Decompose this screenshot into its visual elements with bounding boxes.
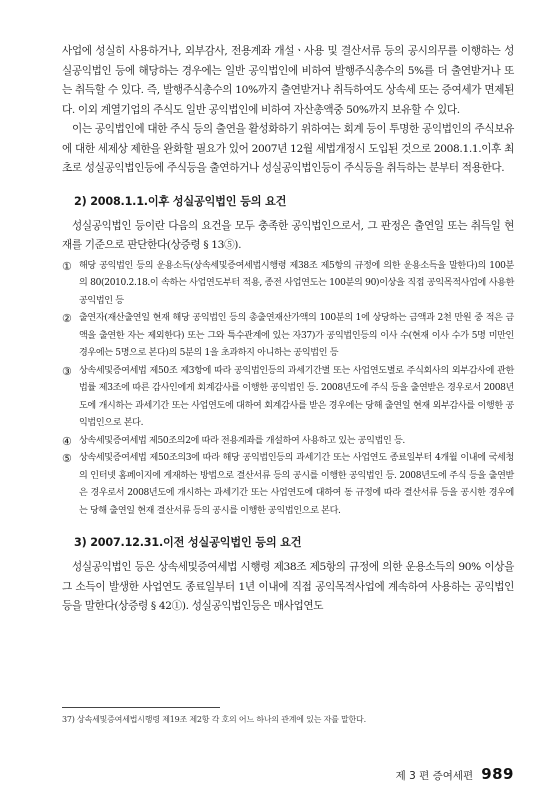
- list-item-text: 상속세및증여세법 제50조 제3항에 따라 공익법인등의 과세기간별 또는 사업연도별로 주식회사의 외부감사에 관한 법률 제3조에 따른 감사인에게 회계감사를 이행한 공익법인 등. 2008년도에 주식 등을 출연받은 경우로서 2008년도에 개시하는 과세기간 또는 사업연도에 대하여 회계감사를 받은 경우에는 당해 출연일 현재 외부감사를 이행한 공익법인으로 본다.: [79, 365, 514, 428]
- list-item-text: 상속세및증여세법 제50조의2에 따라 전용계좌를 개설하여 사용하고 있는 공익법인 등.: [79, 435, 405, 446]
- list-item-text: 출연자(재산출연일 현재 해당 공익법인 등의 총출연재산가액의 100분의 1에 상당하는 금액과 2천 만원 중 적은 금액을 출연한 자는 제외한다) 또는 그와 특수관계에 있는 자37)가 공익법인등의 이사 수(현재 이사 수가 5명 미만인 경우에는 5명으로 본다)의 5분의 1을 초과하지 아니하는 공익법인 등: [79, 313, 514, 358]
- list-item-text: 해당 공익법인 등의 운용소득(상속세및증여세법시행령 제38조 제5항의 규정에 의한 운용소득을 말한다)의 100분의 80(2010.2.18.이 속하는 사업연도부터 적용, 종전 사업연도는 100분의 90)이상을 직접 공익목적사업에 사용한 공익법인 등: [79, 260, 514, 306]
- requirements-list: [62, 258, 514, 521]
- footnote-divider: [62, 707, 220, 708]
- page-footer: [396, 765, 514, 783]
- list-marker: ③: [62, 364, 72, 378]
- intro-paragraph-1: 사업에 성실히 사용하거나, 외부감사, 전용계좌 개설ㆍ사용 및 결산서류 등의 공시의무를 이행하는 성실공익법인 등에 해당하는 경우에는 일반 공익법인에 비하여 발행주식총수의 5%를 더 출연받거나 또는 취득할 수 있다. 즉, 발행주식총수의 10%까지 출연받거나 취득하여도 상속세 또는 증여세가 면제된다. 이외 계열기업의 주식도 일반 공익법인에 비하여 자산총액중 50%까지 보유할 수 있다.: [62, 45, 514, 116]
- page-number: 989: [481, 765, 514, 783]
- section-2007-body: 성실공익법인 등은 상속세및증여세법 시행령 제38조 제5항의 규정에 의한 운용소득의 90% 이상을 그 소득이 발생한 사업연도 종료일부터 1년 이내에 직접 공익목적사업에 계속하여 사용하는 공익법인 등을 말한다(상증령 § 42①). 성실공익법인등은 매사업연도: [62, 561, 514, 612]
- list-item: [62, 310, 514, 363]
- intro-paragraph-2: 이는 공익법인에 대한 주식 등의 출연을 활성화하기 위하여는 회계 등이 투명한 공익법인의 주식보유에 대한 세제상 제한을 완화할 필요가 있어 2007년 12월 세법개정시 도입된 것으로 2008.1.1.이후 최초로 성실공익법인등에 주식등을 출연하거나 성실공익법인등이 주식등을 취득하는 분부터 적용한다.: [62, 123, 514, 174]
- list-item: [62, 258, 514, 311]
- list-item: [62, 433, 514, 451]
- footnote: 37) 상속세및증여세법시행령 제19조 제2항 각 호의 어느 하나의 관계에 있는 자를 말한다.: [62, 715, 366, 724]
- list-marker: ①: [62, 259, 72, 273]
- section-heading-2008: 2) 2008.1.1.이후 성실공익법인 등의 요건: [74, 194, 287, 208]
- list-item-text: 상속세및증여세법 제50조의3에 따라 해당 공익법인등의 과세기간 또는 사업연도 종료일부터 4개월 이내에 국세청의 인터넷 홈페이지에 게재하는 방법으로 결산서류 등의 공시를 이행한 공익법인 등. 2008년도에 주식 등을 출연받은 경우로서 2008년도에 개시하는 과세기간 또는 사업연도에 대하여 동 규정에 따라 결산서류 등을 공시한 경우에는 당해 출연일 현재 결산서류 등의 공시를 이행한 공익법인으로 본다.: [79, 453, 514, 516]
- section-2008-intro: 성실공익법인 등이란 다음의 요건을 모두 충족한 공익법인으로서, 그 판정은 출연일 또는 취득일 현재를 기준으로 판단한다(상증령 § 13⑤).: [62, 219, 514, 251]
- list-marker: ②: [62, 312, 72, 325]
- list-item: [62, 363, 514, 433]
- list-item: [62, 450, 514, 520]
- page-content: [62, 42, 514, 617]
- list-marker: ④: [62, 434, 72, 448]
- list-marker: ⑤: [62, 452, 72, 465]
- footer-section-label: 제 3 편 증여세편: [395, 770, 474, 782]
- section-heading-2007: 3) 2007.12.31.이전 성실공익법인 등의 요건: [74, 536, 302, 549]
